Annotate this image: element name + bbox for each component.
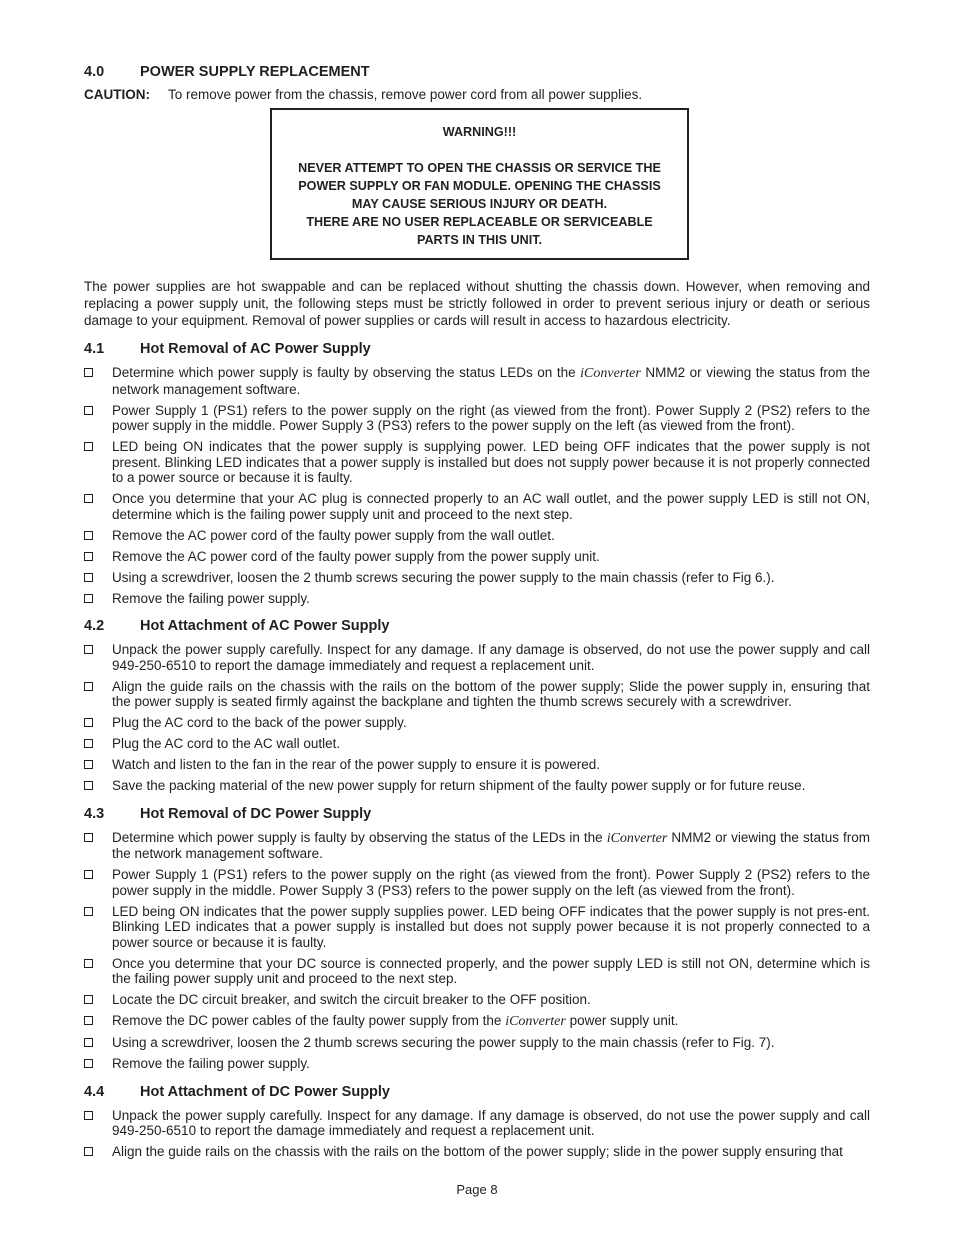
checkbox-bullet-icon [84, 870, 93, 879]
checklist-item [84, 365, 870, 397]
checkbox-bullet-icon [84, 531, 93, 540]
checkbox-bullet-icon [84, 368, 93, 377]
checkbox-bullet-icon [84, 406, 93, 415]
checklist-item [84, 642, 870, 673]
item-text: Remove the DC power cables of the faulty power supply from the [112, 1013, 506, 1028]
product-brand-name: iConverter [580, 366, 641, 381]
item-text: Once you determine that your AC plug is connected properly to an AC wall outlet, and the power supply LED is still not ON, determine which is the failing power supply unit and proceed to the next step. [112, 491, 870, 522]
checkbox-bullet-icon [84, 995, 93, 1004]
item-text: NMM2 or viewing the status from the network management software. [112, 829, 870, 861]
checkbox-bullet-icon [84, 552, 93, 561]
checkbox-bullet-icon [84, 781, 93, 790]
product-brand-name: iConverter [606, 830, 668, 846]
caution-label: CAUTION: [84, 87, 150, 102]
checkbox-bullet-icon [84, 1059, 93, 1068]
checklist-item [84, 591, 870, 607]
item-text: Once you determine that your DC source is connected properly, and the power supply LED is still not ON, determine which is the failing power supply unit and proceed to the next step. [112, 955, 870, 986]
checkbox-bullet-icon [84, 682, 93, 691]
checklist-item [84, 715, 870, 731]
warning-box [270, 108, 689, 260]
checklist [84, 830, 870, 1072]
product-brand-name: iConverter [505, 1014, 566, 1029]
item-text: Plug the AC cord to the back of the power supply. [112, 715, 407, 730]
checklist-item [84, 1013, 870, 1030]
item-text: Align the guide rails on the chassis with the rails on the bottom of the power supply; Slide the power supply in, ensuring that the power supply is seated firmly against the backplane and tighten the thumb screws securely with a screwdriver. [112, 678, 870, 709]
main-section-number: 4.0 [84, 64, 105, 80]
checkbox-bullet-icon [84, 494, 93, 503]
item-text: Remove the failing power supply. [112, 590, 310, 606]
item-text: Remove the AC power cord of the faulty power supply from the power supply unit. [112, 548, 600, 564]
checklist-item [84, 736, 870, 752]
checkbox-bullet-icon [84, 573, 93, 582]
checkbox-bullet-icon [84, 718, 93, 727]
section-heading [84, 341, 870, 357]
checklist-item [84, 992, 870, 1008]
item-text: NMM2 or viewing the status from the network management software. [112, 365, 870, 397]
item-text: Remove the AC power cord of the faulty power supply from the wall outlet. [112, 527, 555, 543]
checklist [84, 642, 870, 794]
document-page [84, 64, 870, 1165]
checklist [84, 1108, 870, 1160]
main-section-heading [84, 64, 870, 80]
section-title: Hot Attachment of DC Power Supply [140, 1083, 390, 1100]
checklist-item [84, 491, 870, 522]
item-text: Power Supply 1 (PS1) refers to the power supply on the right (as viewed from the front). Power Supply 2 (PS2) refers to the power supply in the middle. Power Supply 3 (PS3) refers to the power supply on the left (as viewed from the front). [112, 402, 870, 433]
checklist-item [84, 1144, 870, 1160]
item-text: power supply unit. [565, 1013, 679, 1028]
item-text: LED being ON indicates that the power supply is supplying power. LED being OFF indicates that the power supply is not present. Blinking LED indicates that a power supply is installed but does not supply power because it is not properly connected to a power source or because it is faulty. [112, 439, 870, 485]
checkbox-bullet-icon [84, 1147, 93, 1156]
item-text: Plug the AC cord to the AC wall outlet. [112, 736, 341, 751]
checklist-item [84, 904, 870, 951]
checklist-item [84, 956, 870, 987]
checklist-item [84, 830, 870, 862]
checkbox-bullet-icon [84, 760, 93, 769]
checkbox-bullet-icon [84, 907, 93, 916]
checklist-item [84, 403, 870, 434]
item-text: Align the guide rails on the chassis with the rails on the bottom of the power supply; slide in the power supply ensuring that [112, 1144, 843, 1159]
caution-text: To remove power from the chassis, remove power cord from all power supplies. [168, 87, 643, 102]
section-number: 4.3 [84, 805, 105, 822]
checklist [84, 365, 870, 606]
warning-line: MAY CAUSE SERIOUS INJURY OR DEATH. [351, 197, 608, 211]
intro-paragraph: The power supplies are hot swappable and can be replaced without shutting the chassis down. However, when removing and replacing a power supply unit, the following steps must be strictly followed in order to prevent serious injury or death or serious damage to your equipment. Removal of power supplies or cards will result in access to hazardous electricity. [84, 279, 870, 328]
item-text: Using a screwdriver, loosen the 2 thumb screws securing the power supply to the main chassis (refer to Fig. 7). [112, 1035, 775, 1050]
item-text: Remove the failing power supply. [112, 1056, 310, 1071]
checklist-item [84, 1056, 870, 1072]
item-text: Determine which power supply is faulty by observing the status LEDs on the [112, 365, 581, 380]
checkbox-bullet-icon [84, 442, 93, 451]
item-text: Locate the DC circuit breaker, and switch the circuit breaker to the OFF position. [112, 992, 591, 1007]
checklist-item [84, 757, 870, 773]
section-heading [84, 1084, 870, 1100]
checkbox-bullet-icon [84, 739, 93, 748]
checklist-item [84, 778, 870, 794]
section-heading [84, 806, 870, 822]
warning-line: NEVER ATTEMPT TO OPEN THE CHASSIS OR SERVICE THE [298, 161, 661, 175]
checkbox-bullet-icon [84, 645, 93, 654]
checkbox-bullet-icon [84, 1016, 93, 1025]
section-number: 4.4 [84, 1083, 105, 1100]
main-section-title: POWER SUPPLY REPLACEMENT [140, 64, 370, 80]
checklist-item [84, 1035, 870, 1051]
item-text: Unpack the power supply carefully. Inspect for any damage. If any damage is observed, do not use the power supply and call 949-250-6510 to report the damage immediately and request a replacement unit. [112, 642, 870, 673]
checklist-item [84, 867, 870, 898]
checklist-item [84, 439, 870, 486]
checkbox-bullet-icon [84, 833, 93, 842]
checklist-item [84, 528, 870, 544]
item-text: LED being ON indicates that the power supply supplies power. LED being OFF indicates that the power supply is not pres-ent. Blinking LED indicates that a power supply is installed but does not supply power because it is not properly connected to a power source or because it is faulty. [112, 903, 870, 950]
section-title: Hot Attachment of AC Power Supply [140, 618, 390, 634]
warning-line: THERE ARE NO USER REPLACEABLE OR SERVICEABLE [306, 215, 653, 229]
warning-line: POWER SUPPLY OR FAN MODULE. OPENING THE CHASSIS [298, 179, 661, 193]
section-title: Hot Removal of AC Power Supply [140, 341, 371, 357]
checklist-item [84, 1108, 870, 1139]
checkbox-bullet-icon [84, 594, 93, 603]
checkbox-bullet-icon [84, 1111, 93, 1120]
warning-line: PARTS IN THIS UNIT. [416, 233, 542, 247]
item-text: Save the packing material of the new power supply for return shipment of the faulty power supply or for future reuse. [112, 778, 806, 793]
item-text: Watch and listen to the fan in the rear of the power supply to ensure it is powered. [112, 757, 601, 772]
sections-container [84, 341, 870, 1160]
checklist-item [84, 570, 870, 586]
page-number: Page 8 [456, 1182, 498, 1197]
checkbox-bullet-icon [84, 1038, 93, 1047]
section-number: 4.2 [84, 618, 105, 634]
checklist-item [84, 679, 870, 710]
checklist-item [84, 549, 870, 565]
item-text: Using a screwdriver, loosen the 2 thumb screws securing the power supply to the main chassis (refer to Fig 6.). [112, 569, 775, 585]
warning-title: WARNING!!! [442, 125, 517, 139]
item-text: Power Supply 1 (PS1) refers to the power supply on the right (as viewed from the front). Power Supply 2 (PS2) refers to the power supply in the middle. Power Supply 3 (PS3) refers to the power supply on the left (as viewed from the front). [112, 867, 870, 898]
checkbox-bullet-icon [84, 959, 93, 968]
item-text: Unpack the power supply carefully. Inspect for any damage. If any damage is observed, do not use the power supply and call 949-250-6510 to report the damage immediately and request a replacement unit. [112, 1107, 870, 1138]
section-number: 4.1 [84, 341, 105, 357]
section-title: Hot Removal of DC Power Supply [140, 805, 372, 822]
section-heading [84, 618, 870, 634]
item-text: Determine which power supply is faulty by observing the status of the LEDs in the [112, 829, 607, 845]
caution-line [84, 87, 870, 102]
